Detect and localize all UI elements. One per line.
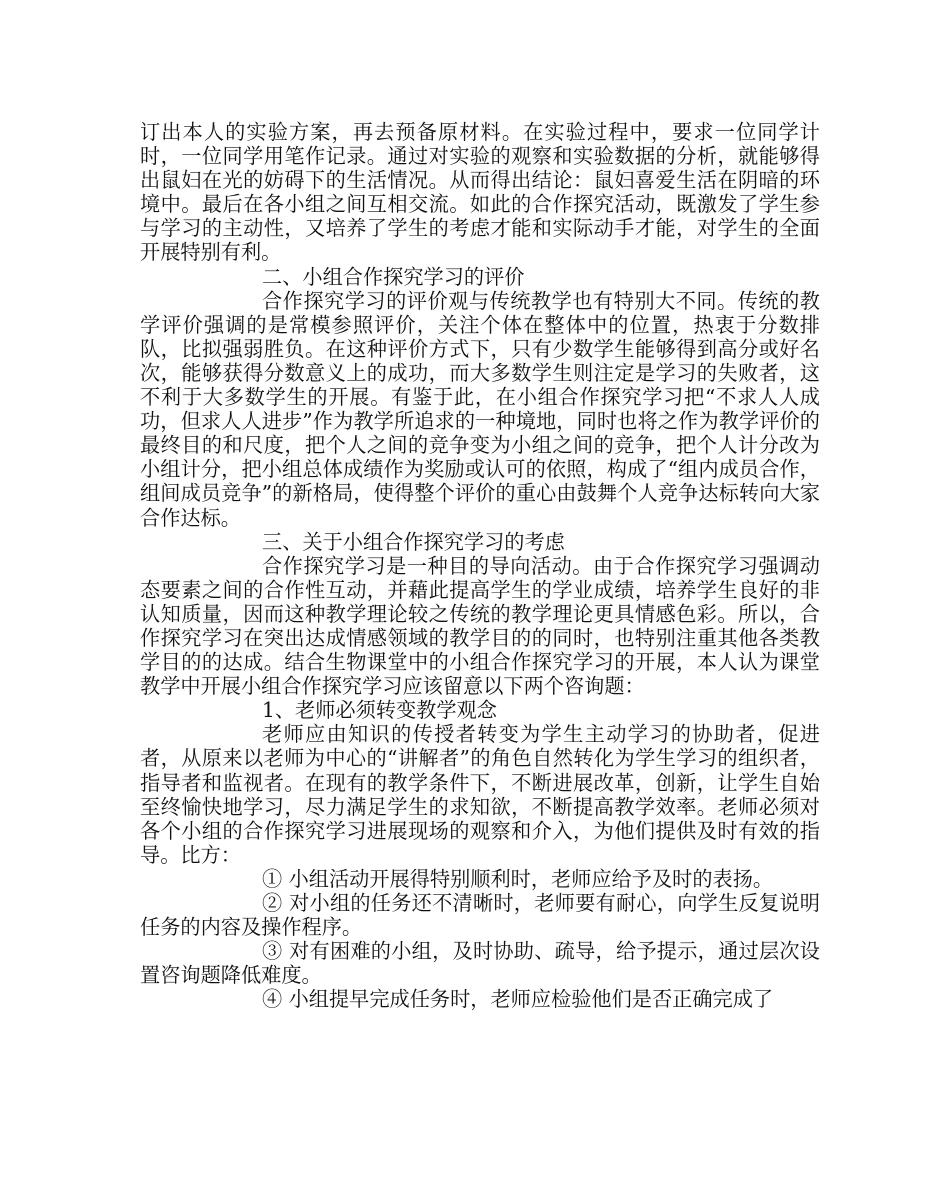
list-item-3: ③ 对有困难的小组，及时协助、疏导，给予提示，通过层次设置咨询题降低难度。 — [140, 939, 820, 988]
paragraph-evaluation: 合作探究学习的评价观与传统教学也有特别大不同。传统的教学评价强调的是常模参照评价，关注个体在整体中的位置，热衷于分数排队，比拟强弱胜负。在这种评价方式下，只有少数学生能够得到高分或好名次，能够获得分数意义上的成功，而大多数学生则注定是学习的失败者，这不利于大多数学生的开展。有鉴于此，在小组合作探究学习把“不求人人成功，但求人人进步”作为教学所追求的一种境地，同时也将之作为教学评价的最终目的和尺度，把个人之间的竞争变为小组之间的竞争，把个人计分改为小组计分，把小组总体成绩作为奖励或认可的依照，构成了“组内成员合作，组间成员竞争”的新格局，使得整个评价的重心由鼓舞个人竞争达标转向大家合作达标。 — [140, 288, 820, 530]
paragraph-reflection: 合作探究学习是一种目的导向活动。由于合作探究学习强调动态要素之间的合作性互动，并藉此提高学生的学业成绩，培养学生良好的非认知质量，因而这种教学理论较之传统的教学理论更具情感色彩。所以，合作探究学习在突出达成情感领域的教学目的的同时，也特别注重其他各类教学目的的达成。结合生物课堂中的小组合作探究学习的开展，本人认为课堂教学中开展小组合作探究学习应该留意以下两个咨询题： — [140, 553, 820, 699]
paragraph-experiment-plan: 订出本人的实验方案，再去预备原材料。在实验过程中，要求一位同学计时，一位同学用笔作记录。通过对实验的观察和实验数据的分析，就能够得出鼠妇在光的妨碍下的生活情况。从而得出结论：鼠妇喜爱生活在阴暗的环境中。最后在各小组之间互相交流。如此的合作探究活动，既激发了学生参与学习的主动性，又培养了学生的考虑才能和实际动手才能，对学生的全面开展特别有利。 — [140, 120, 820, 265]
paragraph-teacher-role: 老师应由知识的传授者转变为学生主动学习的协助者，促进者，从原来以老师为中心的“讲解者”的角色自然转化为学生学习的组织者，指导者和监视者。在现有的教学条件下，不断进展改革，创新，让学生自始至终愉快地学习，尽力满足学生的求知欲，不断提高教学效率。老师必须对各个小组的合作探究学习进展现场的观察和介入，为他们提供及时有效的指导。比方： — [140, 722, 820, 867]
list-item-4: ④ 小组提早完成任务时，老师应检验他们是否正确完成了 — [262, 987, 774, 1012]
subsection-heading-teacher-concept: 1、老师必须转变教学观念 — [262, 698, 497, 723]
document-page — [140, 120, 820, 1011]
list-item-2: ② 对小组的任务还不清晰时，老师要有耐心，向学生反复说明任务的内容及操作程序。 — [140, 891, 820, 940]
section-heading-evaluation: 二、小组合作探究学习的评价 — [262, 264, 525, 289]
section-heading-reflection: 三、关于小组合作探究学习的考虑 — [262, 529, 565, 554]
list-item-1: ① 小组活动开展得特别顺利时，老师应给予及时的表扬。 — [262, 866, 774, 891]
